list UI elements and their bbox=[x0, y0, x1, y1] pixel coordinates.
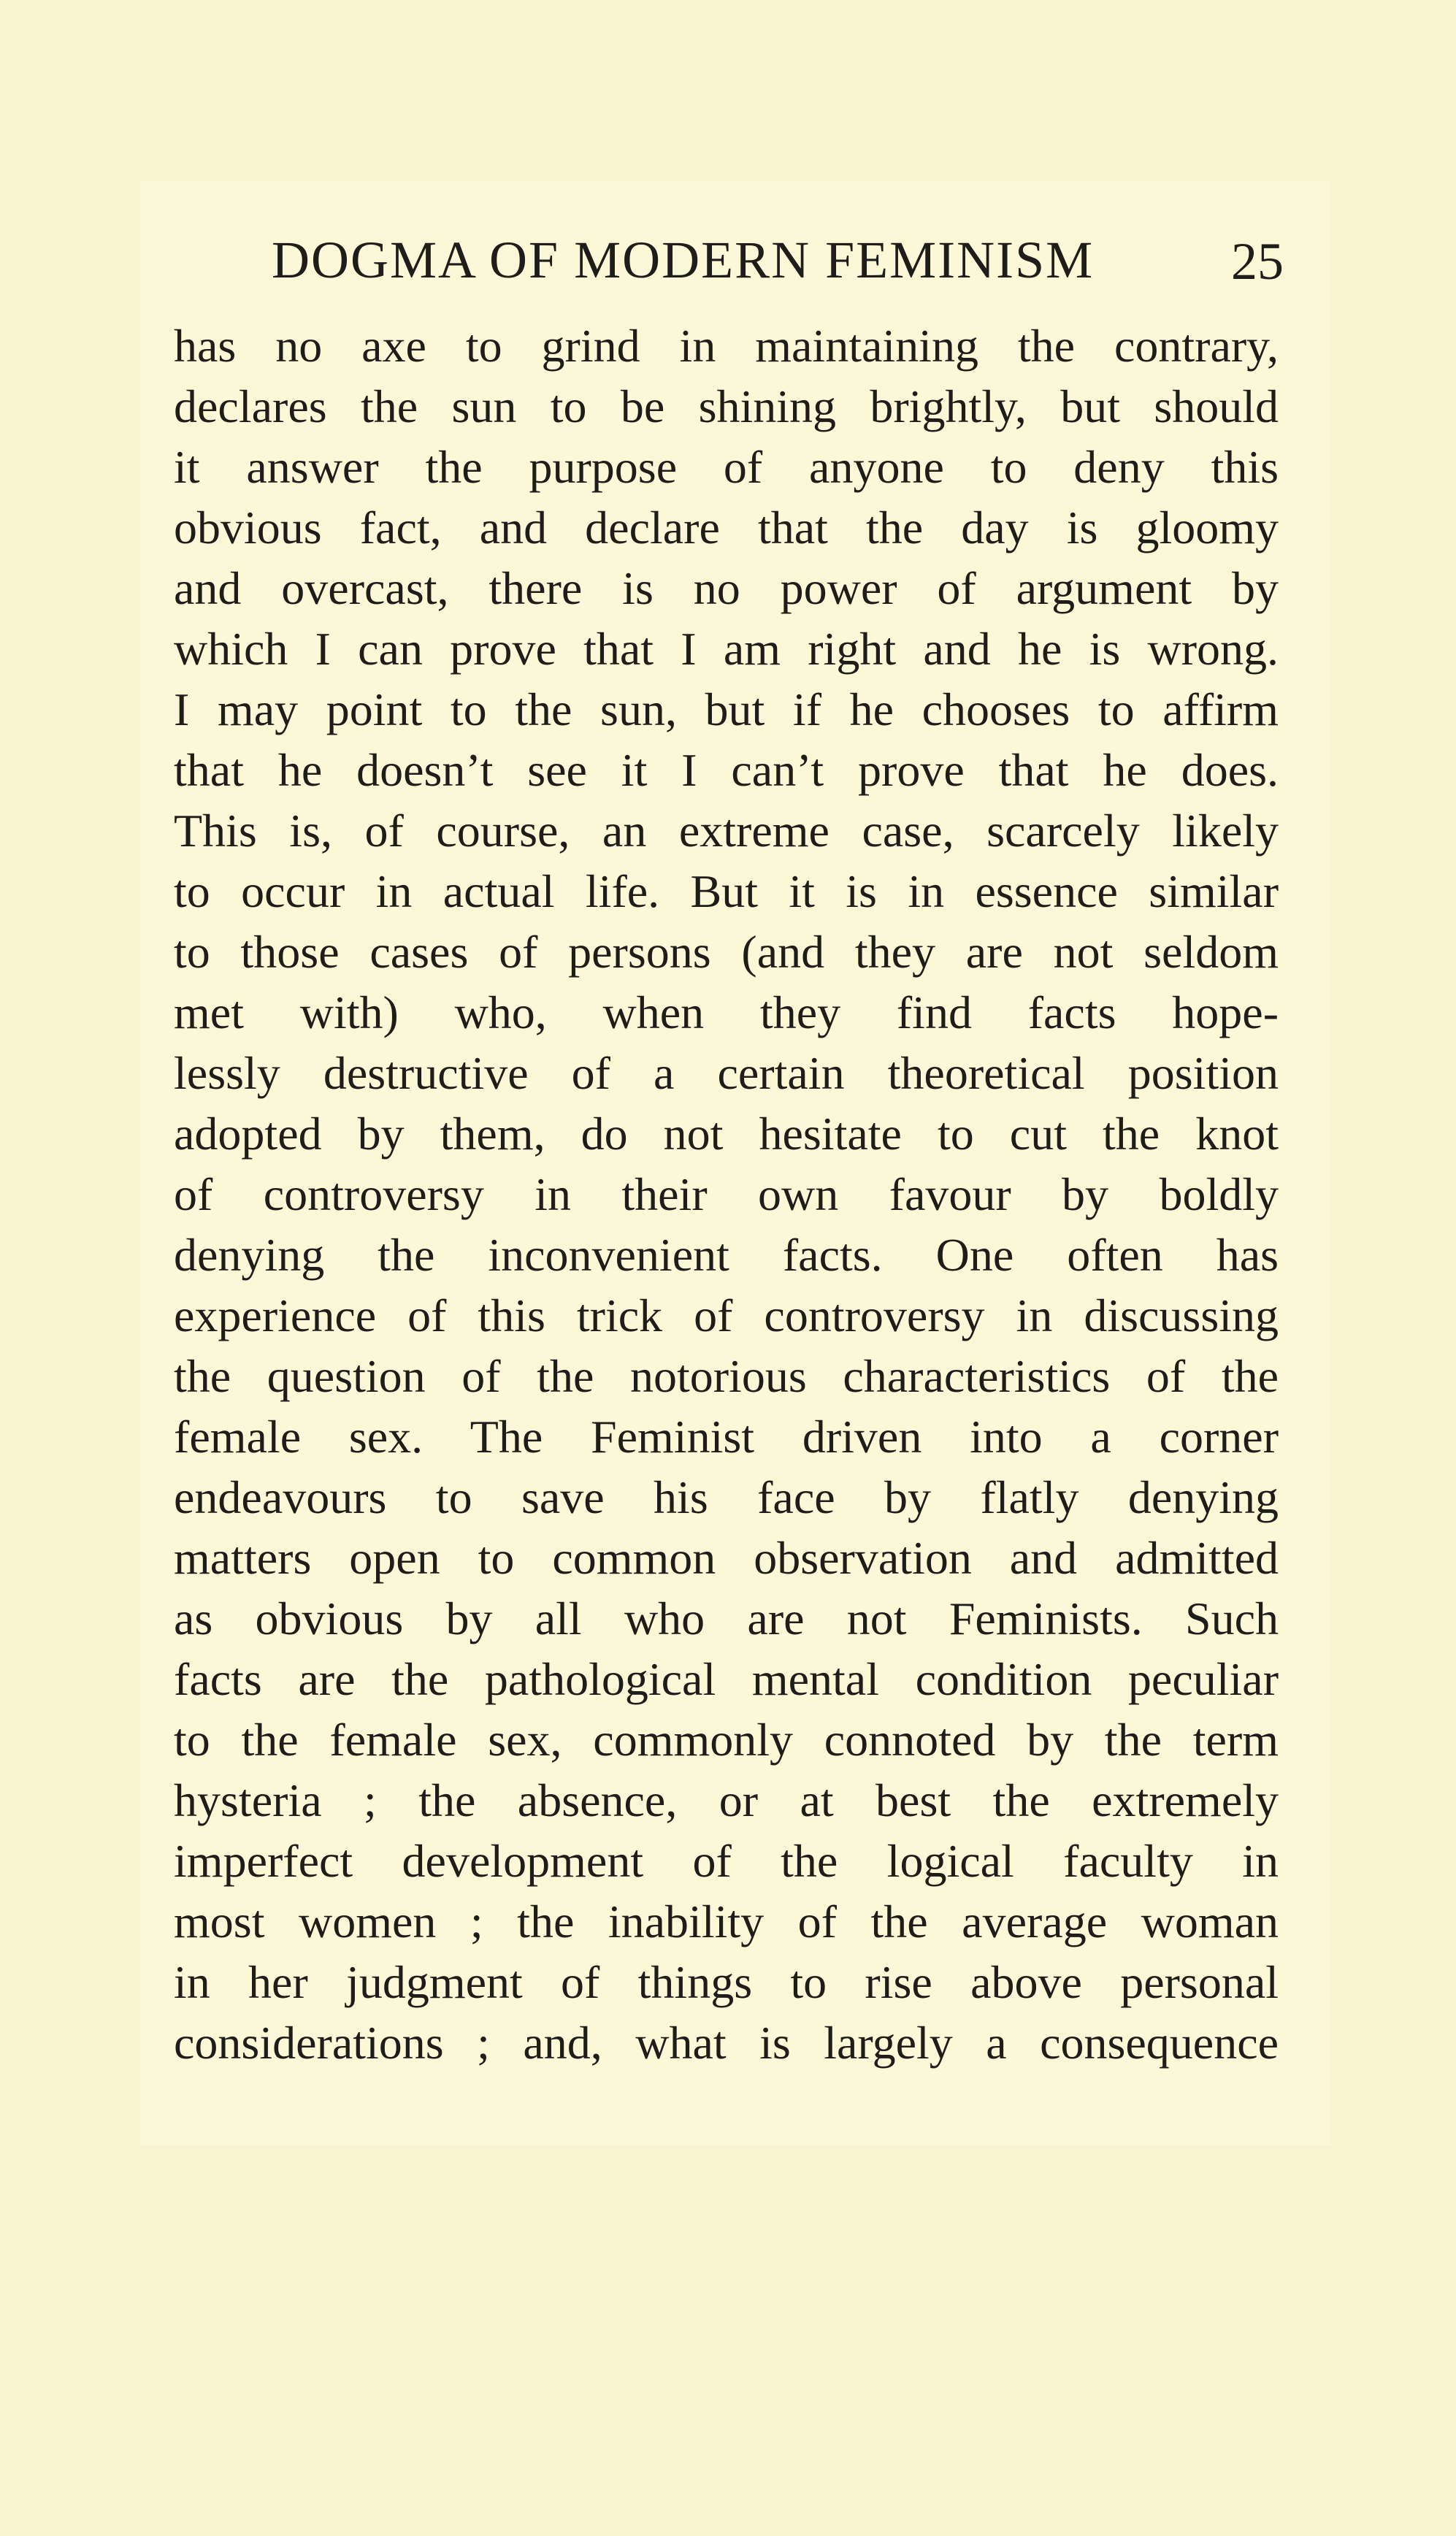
text-line: matters open to common observation and admitted bbox=[174, 1532, 1279, 1584]
text-line: facts are the pathological mental condition peculiar bbox=[174, 1653, 1279, 1705]
text-line: denying the inconvenient facts. One often has bbox=[174, 1229, 1279, 1281]
text-line: in her judgment of things to rise above personal bbox=[174, 1956, 1279, 2008]
text-line: to the female sex, commonly connoted by the term bbox=[174, 1714, 1279, 1766]
text-line: endeavours to save his face by flatly denying bbox=[174, 1471, 1279, 1523]
text-line: imperfect development of the logical faculty in bbox=[174, 1835, 1279, 1887]
text-line: met with) who, when they find facts hope- bbox=[174, 987, 1279, 1038]
text-line: as obvious by all who are not Feminists. Such bbox=[174, 1593, 1279, 1644]
text-line: considerations ; and, what is largely a consequence bbox=[174, 2017, 1279, 2069]
text-line: the question of the notorious characteristics of the bbox=[174, 1350, 1279, 1402]
text-line: it answer the purpose of anyone to deny this bbox=[174, 441, 1279, 493]
text-line: and overcast, there is no power of argument by bbox=[174, 562, 1279, 614]
page-number: 25 bbox=[1231, 232, 1284, 291]
text-line: to occur in actual life. But it is in essence similar bbox=[174, 865, 1279, 917]
text-line: to those cases of persons (and they are not seldom bbox=[174, 926, 1279, 978]
text-line: female sex. The Feminist driven into a corner bbox=[174, 1411, 1279, 1463]
text-line: has no axe to grind in maintaining the contrary, bbox=[174, 320, 1279, 372]
text-line: adopted by them, do not hesitate to cut the knot bbox=[174, 1108, 1279, 1160]
text-line: I may point to the sun, but if he chooses to affirm bbox=[174, 683, 1279, 735]
text-line: of controversy in their own favour by boldly bbox=[174, 1168, 1279, 1220]
text-line: experience of this trick of controversy in discussing bbox=[174, 1290, 1279, 1341]
text-line: that he doesn’t see it I can’t prove that he does. bbox=[174, 744, 1279, 796]
text-line: obvious fact, and declare that the day is gloomy bbox=[174, 502, 1279, 553]
text-line: which I can prove that I am right and he is wrong. bbox=[174, 623, 1279, 675]
text-line: This is, of course, an extreme case, scarcely likely bbox=[174, 805, 1279, 857]
running-head-title: DOGMA OF MODERN FEMINISM bbox=[272, 231, 1095, 289]
running-head bbox=[272, 231, 1284, 289]
text-line: most women ; the inability of the average woman bbox=[174, 1896, 1279, 1947]
text-line: hysteria ; the absence, or at best the extremely bbox=[174, 1774, 1279, 1826]
text-line: declares the sun to be shining brightly, but should bbox=[174, 380, 1279, 432]
text-line: lessly destructive of a certain theoretical position bbox=[174, 1047, 1279, 1099]
body-text bbox=[174, 315, 1279, 2073]
